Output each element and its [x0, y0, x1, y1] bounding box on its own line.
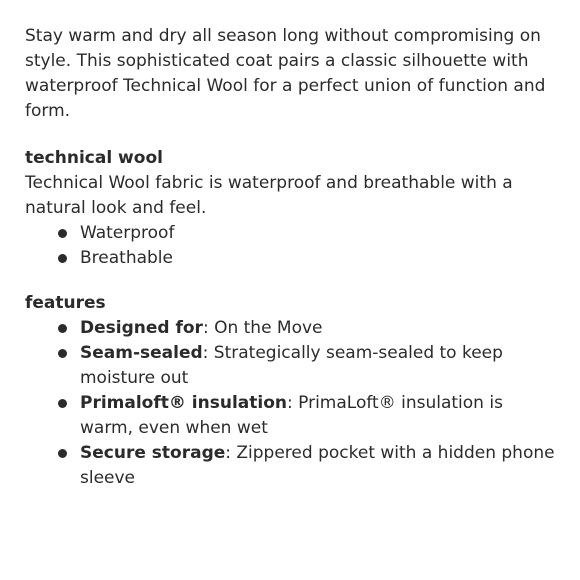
product-description	[25, 24, 560, 491]
bullet-icon	[58, 229, 67, 238]
list-item	[25, 246, 560, 271]
feature-text: : PrimaLoft® insulation is warm, even when wet	[80, 393, 503, 438]
bullet-icon	[58, 449, 67, 458]
feature-text: : Zippered pocket with a hidden phone sleeve	[80, 443, 555, 488]
feature-text: : Strategically seam-sealed to keep moisture out	[80, 343, 503, 388]
technical-wool-list	[25, 221, 560, 271]
bullet-icon	[58, 349, 67, 358]
bullet-icon	[58, 324, 67, 333]
bullet-icon	[58, 399, 67, 408]
list-item	[25, 441, 560, 491]
list-item	[25, 221, 560, 246]
list-item	[25, 316, 560, 341]
features-list	[25, 316, 560, 491]
list-item-text: Waterproof	[80, 223, 175, 243]
technical-wool-description: Technical Wool fabric is waterproof and breathable with a natural look and feel.	[25, 173, 513, 218]
feature-label: Secure storage	[80, 443, 226, 463]
list-item-text: Breathable	[80, 248, 173, 268]
features-heading: features	[25, 293, 106, 313]
intro-paragraph: Stay warm and dry all season long without compromising on style. This sophisticated coat pairs a classic silhouette with waterproof Technical Wool for a perfect union of function and form.	[25, 26, 546, 121]
list-item	[25, 341, 560, 391]
feature-label: Designed for	[80, 318, 203, 338]
feature-label: Primaloft® insulation	[80, 393, 287, 413]
feature-label: Seam-sealed	[80, 343, 203, 363]
feature-text: : On the Move	[202, 318, 323, 338]
technical-wool-heading: technical wool	[25, 148, 163, 168]
bullet-icon	[58, 254, 67, 263]
list-item	[25, 391, 560, 441]
